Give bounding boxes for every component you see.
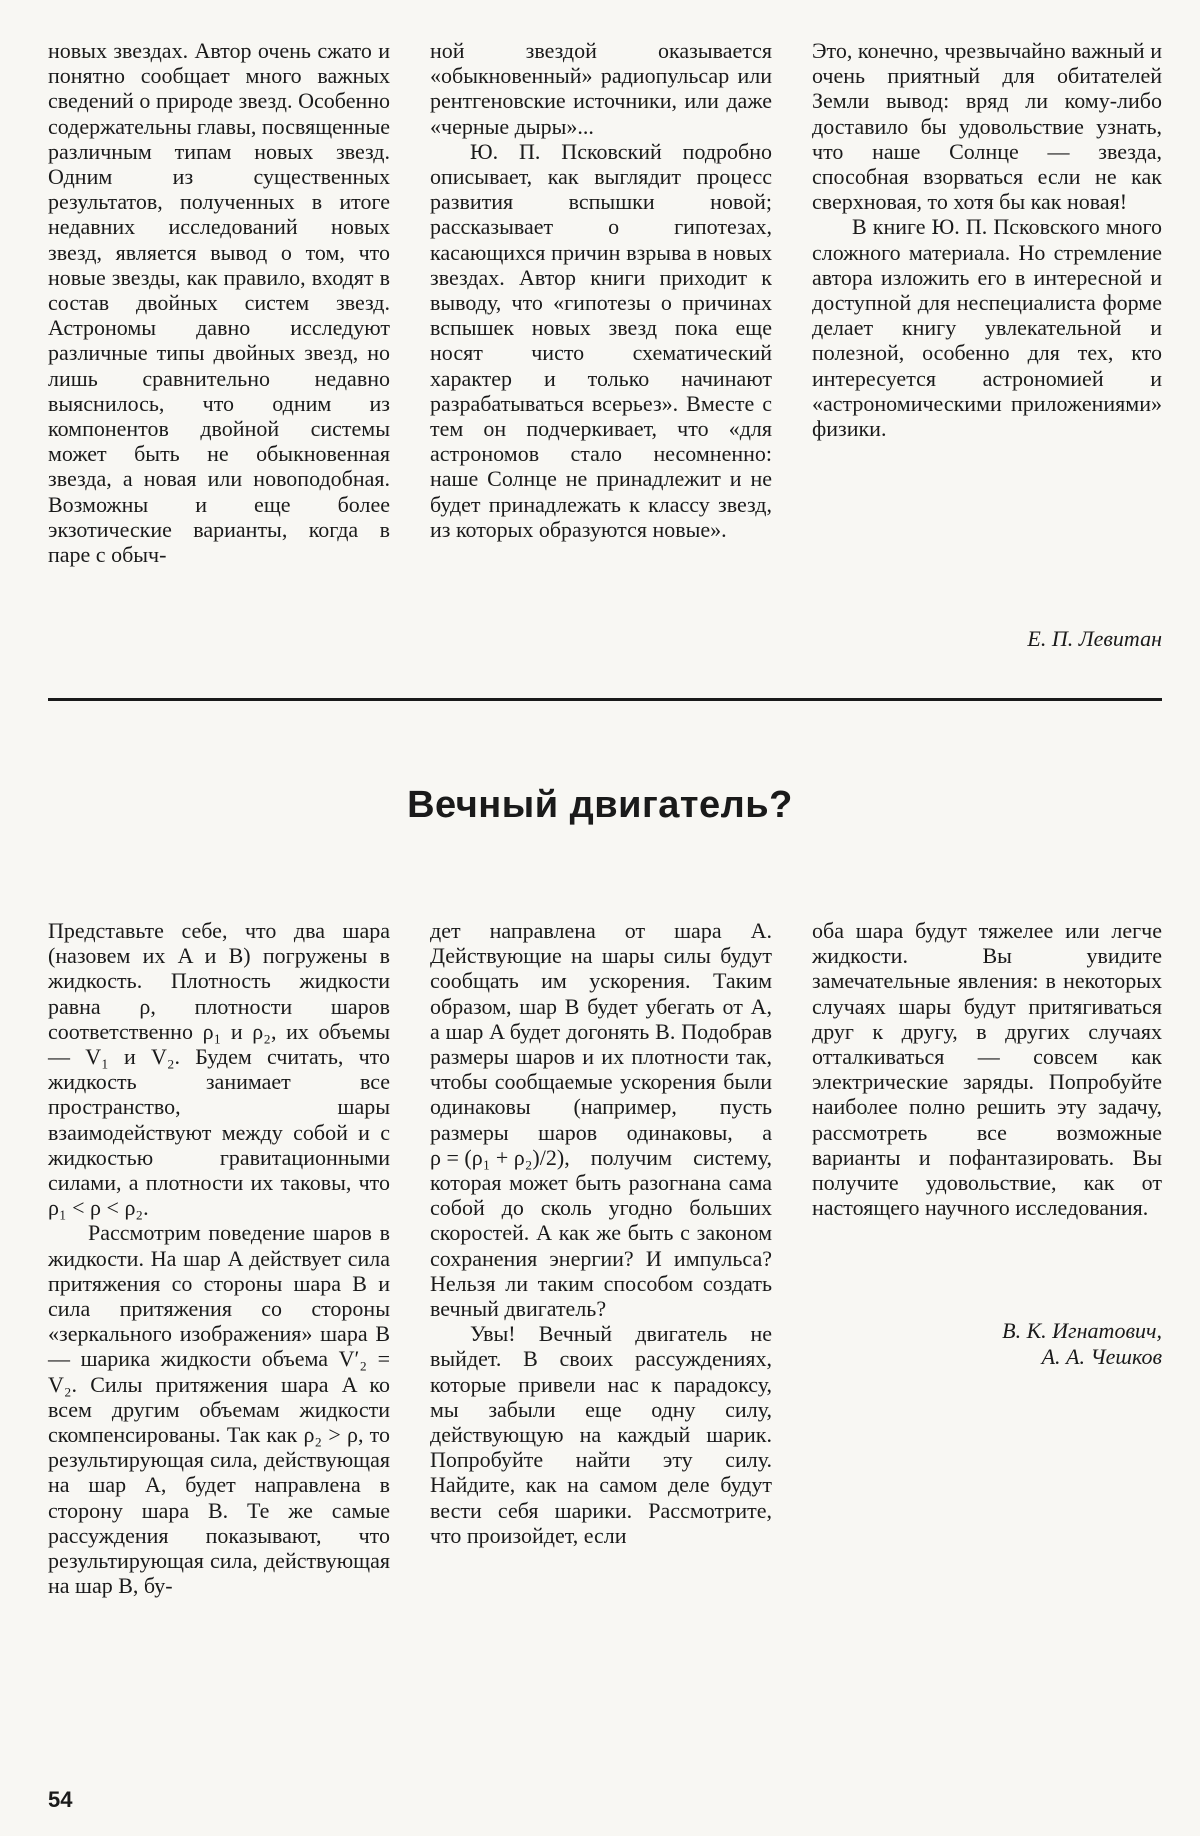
review-paragraph: В книге Ю. П. Псковского много сложного материала. Но стремление автора изложить его в интересной и доступной для неспециалиста форме делает книгу увлекательной и полезной, особенно для тех, кто интересуется астрономией и «астрономическими приложениями» физики. <box>812 214 1162 442</box>
article-paragraph: Увы! Вечный двигатель не выйдет. В своих рассуждениях, которые привели нас к парадоксу, мы забыли еще одну силу, действующую на каждый шарик. Попробуйте найти эту силу. Найдите, как на самом деле будут вести себя шарики. Рассмотрите, что произойдет, если <box>430 1321 772 1548</box>
review-column-1 <box>48 38 390 567</box>
section-divider <box>48 698 1162 701</box>
review-paragraph: ной звездой оказывается «обыкновенный» радиопульсар или рентгеновские источники, или даже «черные дыры»... <box>430 38 772 139</box>
article-paragraph <box>430 918 772 1321</box>
review-paragraph: Это, конечно, чрезвычайно важный и очень приятный для обитателей Земли вывод: вряд ли кому-либо доставило бы удовольствие узнать, что наше Солнце — звезда, способная взорваться если не как сверхновая, то хотя бы как новая! <box>812 38 1162 215</box>
article-paragraph: оба шара будут тяжелее или легче жидкости. Вы увидите замечательные явления: в некоторых случаях шары будут притягиваться друг к другу, в других случаях отталкиваться — совсем как электрические заряды. Попробуйте наиболее полно решить эту задачу, рассмотреть все возможные варианты и пофантазировать. Вы получите удовольствие, как от настоящего научного исследования. <box>812 918 1162 1221</box>
review-column-3 <box>812 38 1162 441</box>
article-paragraph: Рассмотрим поведение шаров в жидкости. На шар A действует сила притяжения со стороны шара B и сила притяжения со стороны «зеркального изображения» шара B — шарика жидкости объема V′₂ = V₂. Силы притяжения шара A ко всем другим объемам жидкости скомпенсированы. Так как ρ₂ > ρ, то результирующая сила, действующая на шар A, будет направлена в сторону шара B. Те же самые рассуждения показывают, что результирующая сила, действующая на шар B, бу- <box>48 1220 390 1599</box>
page-number: 54 <box>48 1787 73 1812</box>
article-paragraph: Представьте себе, что два шара (назовем их A и B) погружены в жидкость. Плотность жидкости равна ρ, плотности шаров соответственно ρ₁ и ρ₂, их объемы — V₁ и V₂. Будем считать, что жидкость занимает все пространство, шары взаимодействуют между собой и с жидкостью гравитационными силами, а плотности их таковы, что ρ₁ < ρ < ρ₂. <box>48 918 390 1221</box>
article-column-2 <box>430 918 772 1548</box>
review-paragraph: Ю. П. Псковский подробно описывает, как выглядит процесс развития вспышки новой; рассказывает о гипотезах, касающихся причин взрыва в новых звездах. Автор книги приходит к выводу, что «гипотезы о причинах вспышек новых звезд пока еще носят чисто схематический характер и только начинают разрабатываться всерьез». Вместе с тем он подчеркивает, что «для астрономов стало несомненно: наше Солнце не принадлежит и не будет принадлежать к классу звезд, из которых образуются новые». <box>430 138 772 542</box>
review-column-2 <box>430 38 772 542</box>
review-signature: Е. П. Левитан <box>1027 626 1162 651</box>
article-column-1 <box>48 918 390 1598</box>
article-signature-1: В. К. Игнатович, <box>1002 1318 1162 1343</box>
article-column-3 <box>812 918 1162 1220</box>
article-text: , получим систему, которая может быть разогнана сама собой до сколь угодно больших скоростей. А как же быть с законом сохранения энергии? И импульса? Нельзя ли таким способом создать вечный двигатель? <box>430 1144 772 1322</box>
article-signature-2: А. А. Чешков <box>1041 1344 1162 1369</box>
review-paragraph: новых звездах. Автор очень сжато и понятно сообщает много важных сведений о природе звезд. Особенно содержательны главы, посвященные различным типам новых звезд. Одним из существенных результатов, полученных в итоге недавних исследований новых звезд, является вывод о том, что новые звезды, как правило, входят в состав двойных систем звезд. Астрономы давно исследуют различные типы двойных звезд, но лишь сравнительно недавно выяснилось, что одним из компонентов двойной системы может быть не обыкновенная звезда, а новая или новоподобная. Возможны и еще более экзотические варианты, когда в паре с обыч- <box>48 38 390 568</box>
article-title: Вечный двигатель? <box>407 784 793 826</box>
article-text: дет направлена от шара A. Действующие на шары силы будут сообщать им ускорения. Таким образом, шар B будет убегать от A, а шар A будет догонять B. Подобрав размеры шаров и их плотности так, чтобы сообщаемые ускорения были одинаковы (например, пусть размеры шаров одинаковы, а <box>430 918 772 1145</box>
density-formula: ρ = (ρ₁ + ρ₂)/2) <box>430 1144 565 1170</box>
